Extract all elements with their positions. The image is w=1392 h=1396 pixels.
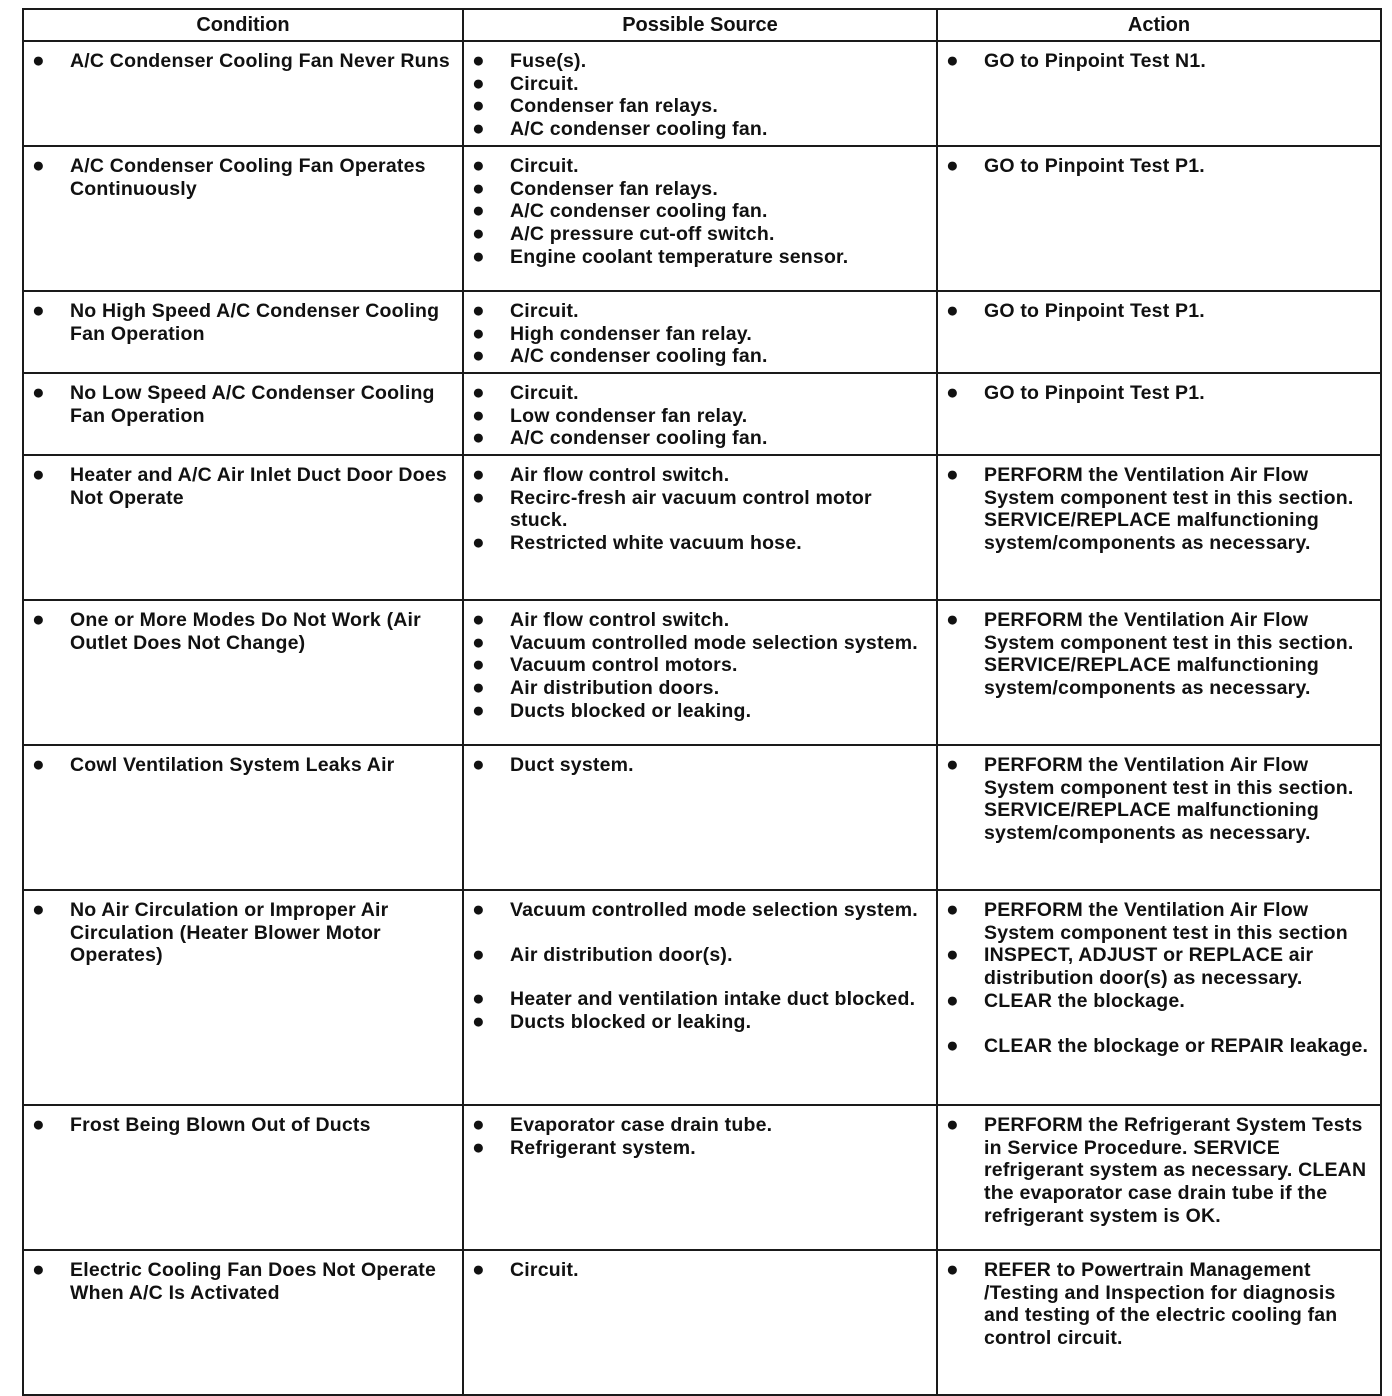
bullet-icon: ● bbox=[472, 221, 485, 245]
condition-text: One or More Modes Do Not Work (Air Outlet Does Not Change) bbox=[70, 609, 421, 654]
source-item bbox=[472, 754, 926, 777]
bullet-icon: ● bbox=[32, 49, 45, 72]
bullet-icon: ● bbox=[472, 485, 485, 509]
source-item bbox=[472, 654, 926, 677]
bullet-icon: ● bbox=[946, 608, 959, 632]
action-list bbox=[938, 374, 1380, 409]
bullet-icon: ● bbox=[472, 321, 485, 345]
source-text: A/C condenser cooling fan. bbox=[510, 345, 768, 368]
source-text: Air distribution door(s). bbox=[510, 943, 733, 966]
bullet-icon: ● bbox=[32, 153, 45, 177]
condition-cell bbox=[23, 745, 463, 890]
bullet-icon: ● bbox=[472, 698, 485, 722]
condition-cell bbox=[23, 455, 463, 600]
source-item bbox=[472, 405, 926, 428]
action-item bbox=[946, 382, 1370, 405]
source-list bbox=[464, 601, 936, 727]
action-item bbox=[946, 1114, 1370, 1228]
bullet-icon: ● bbox=[32, 463, 45, 487]
condition-cell bbox=[23, 890, 463, 1105]
bullet-icon: ● bbox=[472, 676, 485, 700]
source-text: Air distribution doors. bbox=[510, 677, 720, 700]
action-item bbox=[946, 464, 1370, 555]
bullet-icon: ● bbox=[946, 1113, 959, 1137]
action-item bbox=[946, 1259, 1370, 1350]
source-item bbox=[472, 50, 926, 73]
source-item bbox=[472, 118, 926, 141]
bullet-icon: ● bbox=[472, 898, 485, 922]
possible-source-cell bbox=[463, 373, 937, 455]
header-possible-source: Possible Source bbox=[463, 9, 937, 41]
condition-cell bbox=[23, 146, 463, 291]
action-item bbox=[946, 754, 1370, 845]
condition-text: Cowl Ventilation System Leaks Air bbox=[70, 754, 395, 777]
bullet-icon: ● bbox=[472, 1010, 485, 1034]
action-text: PERFORM the Ventilation Air Flow System component test in this section. SERVICE/REPLACE malfunctioning system/components as necessary. bbox=[984, 609, 1354, 700]
source-item bbox=[472, 300, 926, 323]
source-item bbox=[472, 95, 926, 118]
source-item bbox=[472, 1011, 926, 1034]
condition-text: Electric Cooling Fan Does Not Operate When A/C Is Activated bbox=[70, 1259, 437, 1304]
bullet-icon: ● bbox=[472, 176, 485, 200]
bullet-icon: ● bbox=[472, 153, 485, 177]
bullet-icon: ● bbox=[472, 942, 485, 966]
possible-source-cell bbox=[463, 1250, 937, 1395]
action-list bbox=[938, 746, 1380, 849]
bullet-icon: ● bbox=[472, 403, 485, 427]
action-list bbox=[938, 147, 1380, 182]
condition-cell bbox=[23, 600, 463, 745]
condition-text: No Low Speed A/C Condenser Cooling Fan Operation bbox=[70, 381, 435, 427]
bullet-icon: ● bbox=[472, 199, 485, 223]
source-list bbox=[464, 456, 936, 559]
table-row bbox=[23, 745, 1381, 890]
bullet-icon: ● bbox=[32, 1258, 45, 1282]
action-item bbox=[946, 1035, 1370, 1058]
condition-text: No High Speed A/C Condenser Cooling Fan Operation bbox=[70, 299, 440, 345]
source-text: Circuit. bbox=[510, 1259, 579, 1282]
source-item bbox=[472, 246, 926, 269]
source-item bbox=[472, 223, 926, 246]
diagnosis-table bbox=[22, 8, 1382, 1396]
condition-item bbox=[32, 464, 452, 509]
source-text: Condenser fan relays. bbox=[510, 95, 718, 118]
action-text: GO to Pinpoint Test P1. bbox=[984, 381, 1205, 404]
condition-cell bbox=[23, 41, 463, 146]
condition-item bbox=[32, 300, 452, 345]
source-text: Recirc-fresh air vacuum control motor stuck. bbox=[510, 486, 872, 532]
bullet-icon: ● bbox=[946, 49, 959, 72]
possible-source-cell bbox=[463, 146, 937, 291]
action-cell bbox=[937, 1250, 1381, 1395]
source-item bbox=[472, 487, 926, 532]
source-item bbox=[472, 1259, 926, 1282]
condition-item bbox=[32, 899, 452, 967]
action-cell bbox=[937, 600, 1381, 745]
source-text: Circuit. bbox=[510, 154, 579, 177]
table-row bbox=[23, 146, 1381, 291]
bullet-icon: ● bbox=[472, 1135, 485, 1159]
action-cell bbox=[937, 890, 1381, 1105]
table-row bbox=[23, 373, 1381, 455]
source-text: Circuit. bbox=[510, 72, 579, 95]
bullet-icon: ● bbox=[472, 298, 485, 322]
table-row bbox=[23, 1105, 1381, 1250]
source-text: A/C condenser cooling fan. bbox=[510, 118, 768, 141]
condition-cell bbox=[23, 373, 463, 455]
condition-cell bbox=[23, 1105, 463, 1250]
condition-item bbox=[32, 1259, 452, 1304]
condition-item bbox=[32, 1114, 452, 1137]
source-item bbox=[472, 700, 926, 723]
bullet-icon: ● bbox=[472, 531, 485, 555]
source-item bbox=[472, 532, 926, 555]
bullet-icon: ● bbox=[472, 608, 485, 632]
condition-item bbox=[32, 155, 452, 200]
bullet-icon: ● bbox=[32, 1113, 45, 1137]
source-text: Evaporator case drain tube. bbox=[510, 1114, 773, 1137]
bullet-icon: ● bbox=[472, 117, 485, 141]
bullet-icon: ● bbox=[946, 898, 959, 922]
bullet-icon: ● bbox=[472, 426, 485, 450]
bullet-icon: ● bbox=[32, 608, 45, 632]
action-cell bbox=[937, 373, 1381, 455]
header-condition: Condition bbox=[23, 9, 463, 41]
source-text: Vacuum controlled mode selection system. bbox=[510, 899, 918, 922]
action-list bbox=[938, 1251, 1380, 1354]
source-item bbox=[472, 155, 926, 178]
possible-source-cell bbox=[463, 455, 937, 600]
source-item bbox=[472, 382, 926, 405]
source-item bbox=[472, 464, 926, 487]
action-text: CLEAR the blockage. bbox=[984, 989, 1185, 1012]
bullet-icon: ● bbox=[946, 753, 959, 777]
possible-source-cell bbox=[463, 1105, 937, 1250]
source-text: A/C condenser cooling fan. bbox=[510, 427, 768, 450]
source-text: Duct system. bbox=[510, 754, 634, 777]
source-text: Engine coolant temperature sensor. bbox=[510, 245, 849, 268]
possible-source-cell bbox=[463, 745, 937, 890]
action-item bbox=[946, 300, 1370, 323]
source-item bbox=[472, 73, 926, 96]
condition-item bbox=[32, 609, 452, 654]
action-list bbox=[938, 42, 1380, 77]
action-item bbox=[946, 609, 1370, 700]
action-text: PERFORM the Ventilation Air Flow System component test in this section. SERVICE/REPLACE malfunctioning system/components as necessary. bbox=[984, 754, 1354, 845]
header-row bbox=[23, 9, 1381, 41]
source-item bbox=[472, 632, 926, 655]
possible-source-cell bbox=[463, 41, 937, 146]
action-text: PERFORM the Ventilation Air Flow System component test in this section bbox=[984, 899, 1348, 944]
action-item bbox=[946, 899, 1370, 944]
bullet-icon: ● bbox=[472, 244, 485, 268]
source-text: Air flow control switch. bbox=[510, 609, 730, 632]
action-cell bbox=[937, 1105, 1381, 1250]
table-row bbox=[23, 455, 1381, 600]
bullet-icon: ● bbox=[32, 898, 45, 922]
bullet-icon: ● bbox=[472, 630, 485, 654]
action-item bbox=[946, 50, 1370, 73]
possible-source-cell bbox=[463, 600, 937, 745]
action-item bbox=[946, 990, 1370, 1013]
source-item bbox=[472, 988, 926, 1011]
bullet-icon: ● bbox=[472, 1258, 485, 1282]
source-text: Vacuum controlled mode selection system. bbox=[510, 631, 918, 654]
bullet-icon: ● bbox=[946, 988, 959, 1012]
bullet-icon: ● bbox=[946, 298, 959, 322]
source-item bbox=[472, 200, 926, 223]
table-row bbox=[23, 600, 1381, 745]
source-text: Air flow control switch. bbox=[510, 464, 730, 487]
action-text: PERFORM the Refrigerant System Tests in Service Procedure. SERVICE refrigerant system as necessary. CLEAN the evaporator case drain tube if the refrigerant system is OK. bbox=[984, 1114, 1367, 1227]
condition-item bbox=[32, 754, 452, 777]
action-text: GO to Pinpoint Test N1. bbox=[984, 50, 1206, 72]
source-item bbox=[472, 178, 926, 201]
bullet-icon: ● bbox=[472, 987, 485, 1011]
action-cell bbox=[937, 745, 1381, 890]
source-item bbox=[472, 899, 926, 922]
condition-text: Frost Being Blown Out of Ducts bbox=[70, 1114, 371, 1137]
table-row bbox=[23, 890, 1381, 1105]
bullet-icon: ● bbox=[472, 463, 485, 487]
source-text: A/C pressure cut-off switch. bbox=[510, 222, 775, 245]
action-cell bbox=[937, 291, 1381, 373]
source-list bbox=[464, 1251, 936, 1286]
action-text: GO to Pinpoint Test P1. bbox=[984, 154, 1205, 177]
source-text: Fuse(s). bbox=[510, 50, 587, 72]
action-text: REFER to Powertrain Management /Testing and Inspection for diagnosis and testing of the electric cooling fan control circuit. bbox=[984, 1259, 1338, 1350]
source-item bbox=[472, 1137, 926, 1160]
source-list bbox=[464, 746, 936, 781]
action-cell bbox=[937, 146, 1381, 291]
bullet-icon: ● bbox=[472, 344, 485, 368]
table-row bbox=[23, 41, 1381, 146]
table-row bbox=[23, 291, 1381, 373]
source-text: Low condenser fan relay. bbox=[510, 404, 748, 427]
action-item bbox=[946, 155, 1370, 178]
bullet-icon: ● bbox=[472, 653, 485, 677]
bullet-icon: ● bbox=[32, 298, 45, 322]
condition-text: A/C Condenser Cooling Fan Never Runs bbox=[70, 50, 450, 72]
condition-cell bbox=[23, 291, 463, 373]
bullet-icon: ● bbox=[472, 1113, 485, 1137]
condition-item bbox=[32, 382, 452, 427]
bullet-icon: ● bbox=[32, 380, 45, 404]
condition-cell bbox=[23, 1250, 463, 1395]
action-list bbox=[938, 292, 1380, 327]
source-text: Ducts blocked or leaking. bbox=[510, 699, 752, 722]
source-item bbox=[472, 1114, 926, 1137]
bullet-icon: ● bbox=[472, 753, 485, 777]
source-item bbox=[472, 323, 926, 346]
bullet-icon: ● bbox=[472, 380, 485, 404]
source-text: Condenser fan relays. bbox=[510, 177, 718, 200]
bullet-icon: ● bbox=[472, 49, 485, 72]
bullet-icon: ● bbox=[946, 380, 959, 404]
source-list bbox=[464, 1106, 936, 1163]
source-item bbox=[472, 609, 926, 632]
condition-item bbox=[32, 50, 452, 73]
source-list bbox=[464, 292, 936, 372]
source-list bbox=[464, 374, 936, 454]
source-text: High condenser fan relay. bbox=[510, 322, 752, 345]
action-text: PERFORM the Ventilation Air Flow System component test in this section. SERVICE/REPLACE malfunctioning system/components as necessary. bbox=[984, 464, 1354, 555]
action-text: INSPECT, ADJUST or REPLACE air distribution door(s) as necessary. bbox=[984, 944, 1314, 990]
bullet-icon: ● bbox=[32, 753, 45, 777]
source-list bbox=[464, 42, 936, 145]
source-text: Restricted white vacuum hose. bbox=[510, 532, 802, 555]
table-row bbox=[23, 1250, 1381, 1395]
source-item bbox=[472, 677, 926, 700]
source-text: Ducts blocked or leaking. bbox=[510, 1011, 752, 1034]
source-item bbox=[472, 345, 926, 368]
bullet-icon: ● bbox=[946, 153, 959, 177]
source-text: Refrigerant system. bbox=[510, 1136, 696, 1159]
possible-source-cell bbox=[463, 291, 937, 373]
action-list bbox=[938, 456, 1380, 559]
source-list bbox=[464, 891, 936, 1038]
action-list bbox=[938, 891, 1380, 1061]
source-item bbox=[472, 944, 926, 967]
condition-text: Heater and A/C Air Inlet Duct Door Does Not Operate bbox=[70, 464, 447, 509]
source-text: A/C condenser cooling fan. bbox=[510, 200, 768, 223]
action-list bbox=[938, 1106, 1380, 1232]
header-action: Action bbox=[937, 9, 1381, 41]
bullet-icon: ● bbox=[946, 943, 959, 967]
action-cell bbox=[937, 455, 1381, 600]
bullet-icon: ● bbox=[946, 1033, 959, 1057]
condition-text: A/C Condenser Cooling Fan Operates Continuously bbox=[70, 154, 426, 200]
action-item bbox=[946, 944, 1370, 989]
possible-source-cell bbox=[463, 890, 937, 1105]
action-cell bbox=[937, 41, 1381, 146]
condition-text: No Air Circulation or Improper Air Circulation (Heater Blower Motor Operates) bbox=[70, 899, 389, 967]
source-text: Vacuum control motors. bbox=[510, 654, 738, 677]
action-list bbox=[938, 601, 1380, 704]
source-item bbox=[472, 427, 926, 450]
bullet-icon: ● bbox=[946, 463, 959, 487]
bullet-icon: ● bbox=[472, 71, 485, 95]
source-text: Heater and ventilation intake duct blocked. bbox=[510, 988, 916, 1011]
source-text: Circuit. bbox=[510, 299, 579, 322]
bullet-icon: ● bbox=[472, 94, 485, 118]
source-list bbox=[464, 147, 936, 273]
source-text: Circuit. bbox=[510, 381, 579, 404]
bullet-icon: ● bbox=[946, 1258, 959, 1282]
action-text: GO to Pinpoint Test P1. bbox=[984, 299, 1205, 322]
action-text: CLEAR the blockage or REPAIR leakage. bbox=[984, 1034, 1369, 1057]
